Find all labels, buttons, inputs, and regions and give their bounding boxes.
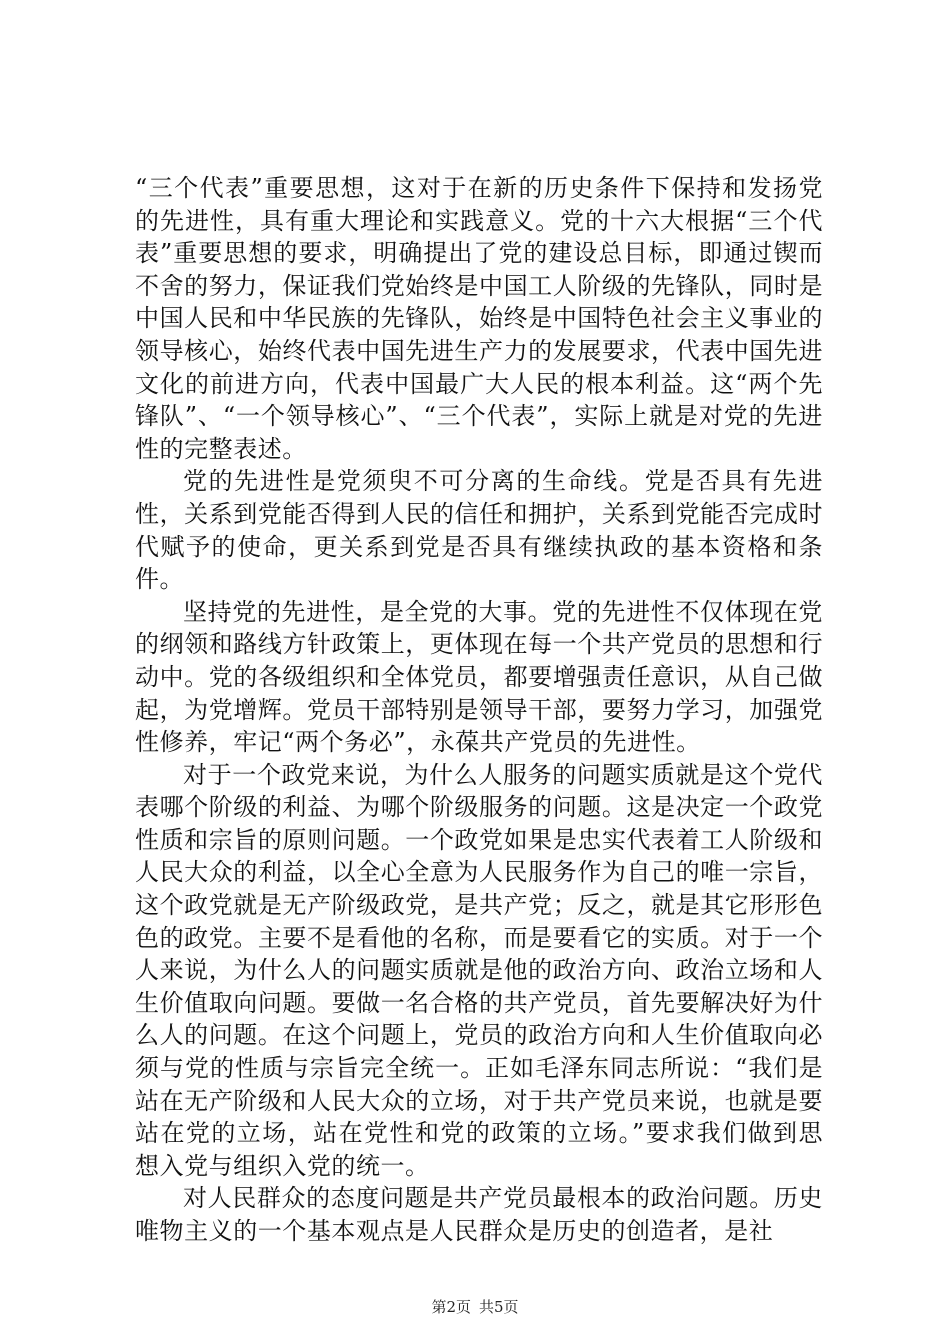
paragraph: 对于一个政党来说，为什么人服务的问题实质就是这个党代表哪个阶级的利益、为哪个阶级服务的问题。这是决定一个政党性质和宗旨的原则问题。一个政党如果是忠实代表着工人阶级和人民大众的利益，以全心全意为人民服务作为自己的唯一宗旨，这个政党就是无产阶级政党，是共产党；反之，就是其它形形色色的政党。主要不是看他的名称，而是要看它的实质。对于一个人来说，为什么人的问题实质就是他的政治方向、政治立场和人生价值取向问题。要做一名合格的共产党员，首先要解决好为什么人的问题。在这个问题上，党员的政治方向和人生价值取向必须与党的性质与宗旨完全统一。正如毛泽东同志所说：“我们是站在无产阶级和人民大众的立场，对于共产党员来说，也就是要站在党的立场，站在党性和党的政策的立场。”要求我们做到思想入党与组织入党的统一。 xyxy=(135,760,823,1180)
paragraph: “三个代表”重要思想，这对于在新的历史条件下保持和发扬党的先进性，具有重大理论和实践意义。党的十六大根据“三个代表”重要思想的要求，明确提出了党的建设总目标，即通过锲而不舍的努力，保证我们党始终是中国工人阶级的先锋队，同时是中国人民和中华民族的先锋队，始终是中国特色社会主义事业的领导核心，始终代表中国先进生产力的发展要求，代表中国先进文化的前进方向，代表中国最广大人民的根本利益。这“两个先锋队”、“一个领导核心”、“三个代表”，实际上就是对党的先进性的完整表述。 xyxy=(135,174,823,463)
page-number: 第2页 xyxy=(431,1298,471,1316)
paragraph: 党的先进性是党须臾不可分离的生命线。党是否具有先进性，关系到党能否得到人民的信任和拥护，关系到党能否完成时代赋予的使命，更关系到党是否具有继续执政的基本资格和条件。 xyxy=(135,467,823,594)
page-total: 共5页 xyxy=(479,1298,519,1316)
paragraph: 坚持党的先进性，是全党的大事。党的先进性不仅体现在党的纲领和路线方针政策上，更体现在每一个共产党员的思想和行动中。党的各级组织和全体党员，都要增强责任意识，从自己做起，为党增辉。党员干部特别是领导干部，要努力学习，加强党性修养，牢记“两个务必”，永葆共产党员的先进性。 xyxy=(135,597,823,757)
document-body xyxy=(135,172,823,1248)
paragraph: 对人民群众的态度问题是共产党员最根本的政治问题。历史唯物主义的一个基本观点是人民群众是历史的创造者，是社 xyxy=(135,1184,823,1245)
page-footer xyxy=(0,1296,950,1317)
